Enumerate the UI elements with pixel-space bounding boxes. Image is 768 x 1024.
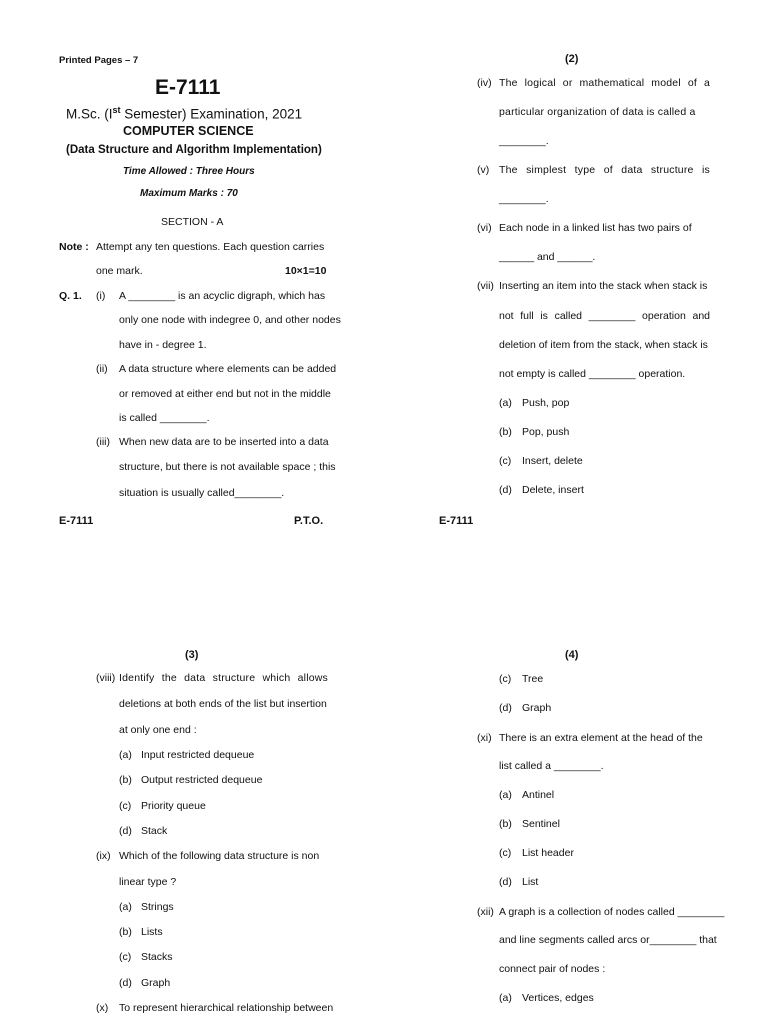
q-vii-number: (vii) [477, 280, 494, 292]
q-xi-line-1: There is an extra element at the head of the [499, 732, 703, 744]
q-xii-line-2: and line segments called arcs or________ that [499, 934, 717, 946]
option-text: Graph [522, 702, 552, 714]
option-label: (a) [499, 397, 512, 409]
q-ii-line-3: is called ________. [119, 412, 210, 424]
note-line-2: one mark. [96, 265, 143, 277]
q-x-line-1: To represent hierarchical relationship between [119, 1002, 334, 1014]
option-label: (d) [499, 876, 512, 888]
option-label: (b) [499, 426, 512, 438]
option-text: Lists [141, 926, 163, 938]
q-v-line-2: ________. [499, 193, 549, 205]
note-label: Note : [59, 241, 89, 253]
option-text: Stack [141, 825, 168, 837]
q-i-line-2: only one node with indegree 0, and other nodes [119, 314, 341, 326]
q-ii-line-1: A data structure where elements can be added [119, 363, 337, 375]
printed-pages: Printed Pages – 7 [59, 55, 139, 66]
option-text: Output restricted dequeue [141, 774, 263, 786]
q-vi-number: (vi) [477, 222, 492, 234]
option-label: (d) [499, 484, 512, 496]
option-label: (d) [119, 977, 132, 989]
option-text: List [522, 876, 539, 888]
q-xii-number: (xii) [477, 906, 494, 918]
option-text: Strings [141, 901, 174, 913]
q-i-number: (i) [96, 290, 106, 302]
q-vii-line-2: not full is called ________ operation and [499, 310, 710, 322]
q-iii-line-2: structure, but there is not available space ; this [119, 461, 336, 473]
q-ix-number: (ix) [96, 850, 111, 862]
option-label: (b) [119, 774, 132, 786]
q-iii-number: (iii) [96, 436, 110, 448]
option-text: Sentinel [522, 818, 560, 830]
q-xii-line-3: connect pair of nodes : [499, 963, 606, 975]
q-iv-line-1: The logical or mathematical model of a [499, 77, 710, 89]
q-xi-number: (xi) [477, 732, 492, 744]
time-allowed: Time Allowed : Three Hours [123, 166, 255, 177]
option-label: (a) [119, 749, 132, 761]
section-heading: SECTION - A [161, 216, 224, 228]
maximum-marks: Maximum Marks : 70 [140, 188, 238, 199]
option-label: (c) [119, 951, 132, 963]
q-ix-line-2: linear type ? [119, 876, 177, 888]
q-iv-number: (iv) [477, 77, 492, 89]
option-text: Antinel [522, 789, 555, 801]
q-viii-line-3: at only one end : [119, 724, 197, 736]
q-i-line-1: A ________ is an acyclic digraph, which has [119, 290, 326, 302]
q-iii-line-1: When new data are to be inserted into a data [119, 436, 329, 448]
q-vi-line-2: ______ and ______. [499, 251, 596, 263]
option-label: (b) [119, 926, 132, 938]
question-label: Q. 1. [59, 290, 82, 302]
page-number-4: (4) [565, 649, 579, 661]
option-text: Delete, insert [522, 484, 584, 496]
q-v-line-1: The simplest type of data structure is [499, 164, 710, 176]
q-vi-line-1: Each node in a linked list has two pairs of [499, 222, 692, 234]
option-text: Vertices, edges [522, 992, 594, 1004]
option-label: (a) [119, 901, 132, 913]
footer-code-left: E-7111 [59, 515, 94, 527]
q-v-number: (v) [477, 164, 490, 176]
subject-title: COMPUTER SCIENCE [123, 124, 254, 138]
note-marks: 10×1=10 [285, 265, 327, 277]
q-i-line-3: have in - degree 1. [119, 339, 207, 351]
option-text: Graph [141, 977, 171, 989]
q-iv-line-2: particular organization of data is called a [499, 106, 696, 118]
option-text: Stacks [141, 951, 173, 963]
option-text: Pop, push [522, 426, 570, 438]
q-vii-line-3: deletion of item from the stack, when stack is [499, 339, 708, 351]
note-line-1: Attempt any ten questions. Each question carries [96, 241, 325, 253]
q-xii-line-1: A graph is a collection of nodes called ________ [499, 906, 725, 918]
option-text: Tree [522, 673, 544, 685]
option-text: Input restricted dequeue [141, 749, 255, 761]
q-iv-line-3: ________. [499, 135, 549, 147]
option-text: Push, pop [522, 397, 570, 409]
option-text: List header [522, 847, 574, 859]
option-label: (a) [499, 992, 512, 1004]
q-ii-line-2: or removed at either end but not in the middle [119, 388, 331, 400]
option-text: Insert, delete [522, 455, 583, 467]
q-vii-line-1: Inserting an item into the stack when stack is [499, 280, 708, 292]
option-label: (d) [119, 825, 132, 837]
q-iii-line-3: situation is usually called________. [119, 487, 285, 499]
q-vii-line-4: not empty is called ________ operation. [499, 368, 686, 380]
page-number-3: (3) [185, 649, 199, 661]
option-label: (c) [499, 847, 512, 859]
option-label: (d) [499, 702, 512, 714]
q-viii-line-1: Identify the data structure which allows [119, 672, 328, 684]
paper-code: E-7111 [155, 76, 221, 99]
option-label: (c) [499, 673, 512, 685]
q-ix-line-1: Which of the following data structure is non [119, 850, 320, 862]
option-label: (b) [499, 818, 512, 830]
q-xi-line-2: list called a ________. [499, 760, 604, 772]
q-viii-number: (viii) [96, 672, 116, 684]
q-x-number: (x) [96, 1002, 109, 1014]
q-ii-number: (ii) [96, 363, 108, 375]
paper-title: (Data Structure and Algorithm Implementation) [66, 144, 322, 156]
option-text: Priority queue [141, 800, 206, 812]
exam-title: M.Sc. (Ist Semester) Examination, 2021 [66, 105, 303, 122]
footer-code-right: E-7111 [439, 515, 474, 527]
option-label: (c) [119, 800, 132, 812]
page-number-2: (2) [565, 53, 579, 65]
footer-pto: P.T.O. [294, 515, 324, 527]
q-viii-line-2: deletions at both ends of the list but insertion [119, 698, 327, 710]
option-label: (a) [499, 789, 512, 801]
option-label: (c) [499, 455, 512, 467]
